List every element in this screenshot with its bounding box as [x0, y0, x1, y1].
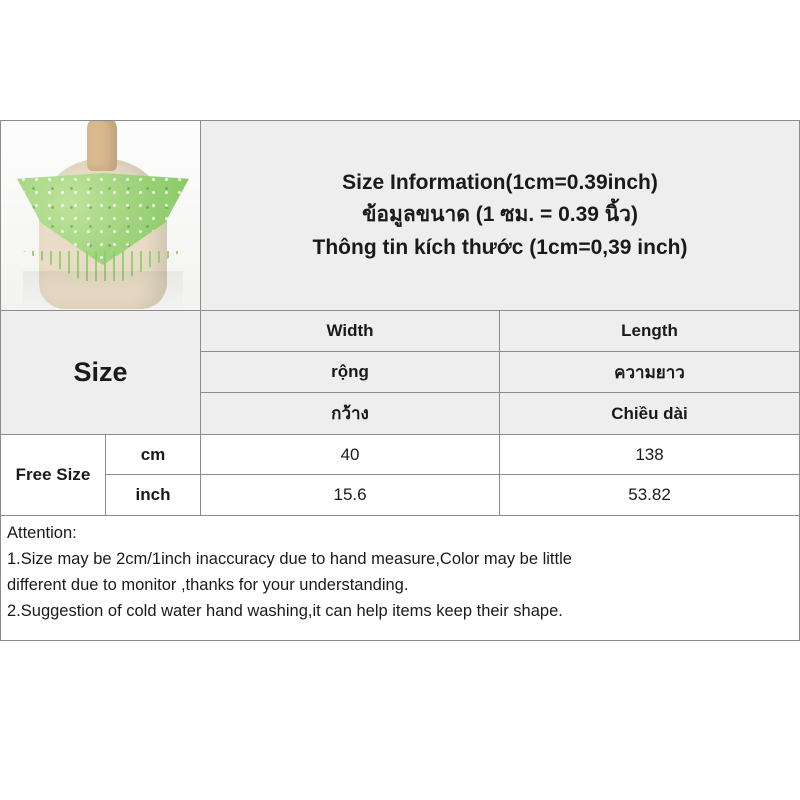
- attention-line-1: 1.Size may be 2cm/1inch inaccuracy due to hand measure,Color may be little: [7, 549, 572, 568]
- title-line-th: ข้อมูลขนาด (1 ซม. = 0.39 นิ้ว): [362, 203, 638, 227]
- column-headers: [201, 311, 799, 434]
- product-photo: [1, 121, 201, 310]
- measurement-values: [106, 435, 799, 515]
- column-width-vi: rộng: [201, 352, 500, 392]
- column-length-vi: ความยาว: [500, 352, 799, 392]
- table-row: [106, 435, 799, 475]
- title-line-vi: Thông tin kích thước (1cm=0,39 inch): [312, 235, 688, 259]
- column-header-row-en: [201, 311, 799, 352]
- photo-shadow: [23, 271, 183, 310]
- width-cm-value: 40: [201, 435, 500, 474]
- table-row: [106, 475, 799, 515]
- column-header-row-vi: [201, 352, 799, 393]
- length-cm-value: 138: [500, 435, 799, 474]
- width-inch-value: 15.6: [201, 475, 500, 515]
- header-row: [1, 121, 799, 311]
- length-inch-value: 53.82: [500, 475, 799, 515]
- mannequin-neck-icon: [87, 121, 117, 171]
- attention-heading: Attention:: [7, 524, 77, 542]
- column-length-en: Length: [500, 311, 799, 351]
- title-block: [201, 121, 799, 310]
- column-header-block: [1, 311, 799, 435]
- size-chart-card: [0, 120, 800, 641]
- attention-block: [1, 515, 799, 640]
- measurement-rows: [1, 435, 799, 515]
- size-label: Size: [1, 311, 201, 434]
- column-width-en: Width: [201, 311, 500, 351]
- attention-line-3: 2.Suggestion of cold water hand washing,it can help items keep their shape.: [7, 601, 563, 620]
- column-width-th: กว้าง: [201, 393, 500, 434]
- attention-line-2: different due to monitor ,thanks for your understanding.: [7, 575, 409, 594]
- column-length-th: Chiều dài: [500, 393, 799, 434]
- column-header-row-th: [201, 393, 799, 434]
- unit-cm: cm: [106, 435, 201, 474]
- unit-inch: inch: [106, 475, 201, 515]
- row-label-free-size: Free Size: [1, 435, 106, 515]
- title-line-en: Size Information(1cm=0.39inch): [342, 171, 658, 195]
